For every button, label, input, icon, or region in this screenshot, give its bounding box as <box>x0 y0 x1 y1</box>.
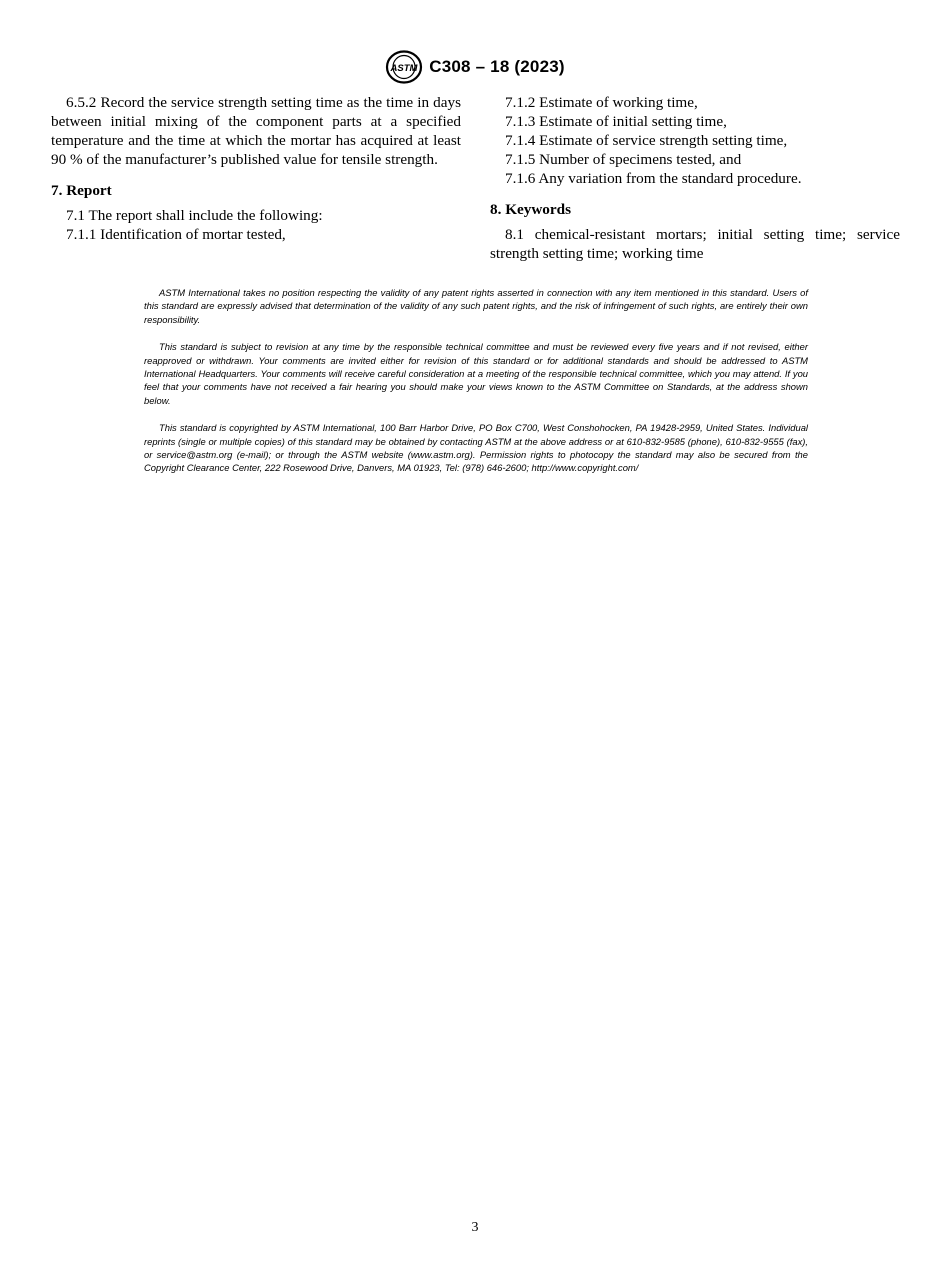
copyright-notice: This standard is copyrighted by ASTM International, 100 Barr Harbor Drive, PO Box C700, West Conshohocken, PA 19428-2959, United States. Individual reprints (single or multiple copies) of this standard may be obtained by contacting ASTM at the above address or at 610-832-9585 (phone), 610-832-9555 (fax), or service@astm.org (e-mail); or through the ASTM website (www.astm.org). Permission rights to photocopy the standard may also be secured from the Copyright Clearance Center, 222 Rosewood Drive, Danvers, MA 01923, Tel: (978) 646-2600; http://www.copyright.com/ <box>144 422 808 474</box>
item-7-1-6: 7.1.6 Any variation from the standard procedure. <box>505 170 802 187</box>
page-header <box>0 50 950 84</box>
svg-text:ASTM: ASTM <box>390 63 418 74</box>
legal-notices <box>144 286 808 489</box>
item-7-1-3: 7.1.3 Estimate of initial setting time, <box>505 113 727 130</box>
item-7-1-2: 7.1.2 Estimate of working time, <box>505 94 698 111</box>
item-7-1-5: 7.1.5 Number of specimens tested, and <box>505 151 742 168</box>
page-number: 3 <box>471 1220 479 1235</box>
right-column <box>490 93 900 263</box>
paragraph-8-1: 8.1 chemical-resistant mortars; initial setting time; service strength setting time; working time <box>490 226 900 262</box>
astm-logo-icon <box>385 50 423 84</box>
patent-notice: ASTM International takes no position respecting the validity of any patent rights asserted in connection with any item mentioned in this standard. Users of this standard are expressly advised that determination of the validity of any such patent rights, and the risk of infringement of such rights, are entirely their own responsibility. <box>144 287 808 325</box>
paragraph-6-5-2: 6.5.2 Record the service strength setting time as the time in days between initial mixing of the component parts at a specified temperature and the time at which the mortar has acquired at least 90 % of the manufacturer’s published value for tensile strength. <box>51 94 461 168</box>
section-8-heading: 8. Keywords <box>490 201 571 218</box>
item-7-1-4: 7.1.4 Estimate of service strength setting time, <box>505 132 788 149</box>
section-7-heading: 7. Report <box>51 182 112 199</box>
document-designation: C308 – 18 (2023) <box>429 57 565 76</box>
left-column <box>51 93 461 244</box>
paragraph-7-1: 7.1 The report shall include the following: <box>66 207 323 224</box>
revision-notice: This standard is subject to revision at any time by the responsible technical committee and must be reviewed every five years and if not revised, either reapproved or withdrawn. Your comments are invited either for revision of this standard or for additional standards and should be addressed to ASTM International Headquarters. Your comments will receive careful consideration at a meeting of the responsible technical committee, which you may attend. If you feel that your comments have not received a fair hearing you should make your views known to the ASTM Committee on Standards, at the address shown below. <box>144 341 808 406</box>
item-7-1-1: 7.1.1 Identification of mortar tested, <box>66 226 286 243</box>
